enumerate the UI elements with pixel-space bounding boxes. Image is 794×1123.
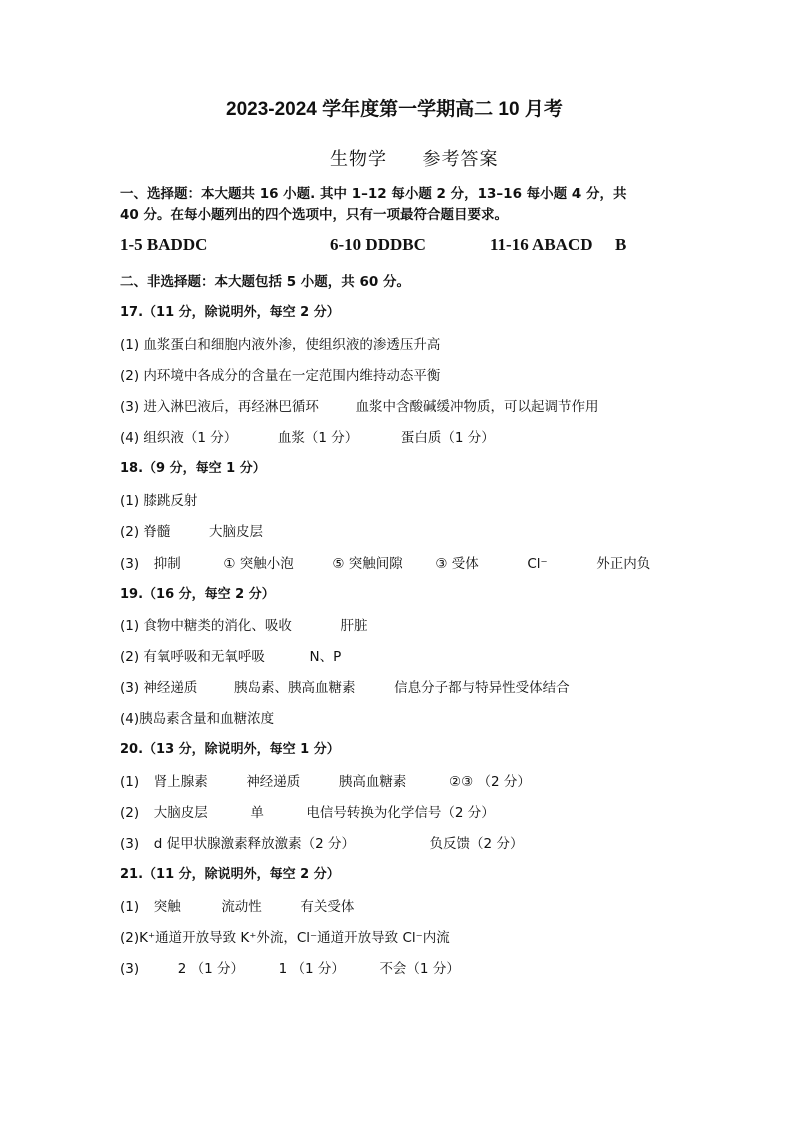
answer-text: 肝脏 <box>340 618 368 634</box>
answer-text: 大脑皮层 <box>153 805 208 821</box>
q19-item-3 <box>120 679 570 697</box>
mc-range: 1-5 <box>120 235 143 254</box>
item-number: (3) <box>120 961 140 977</box>
item-number: (4) <box>120 430 140 446</box>
mc-range: 6-10 <box>330 235 362 254</box>
q17-item-4 <box>120 429 495 447</box>
answer-text: 血浆（1 分） <box>277 430 359 446</box>
answer-text: 胰岛素含量和血糖浓度 <box>139 711 275 727</box>
q20-header: 20.（13 分，除说明外，每空 1 分） <box>120 742 340 757</box>
answer-text: 进入淋巴液后，再经淋巴循环 <box>143 399 319 415</box>
part1-heading-line1: 一、选择题：本大题共 16 小题. 其中 1–12 每小题 2 分，13–16 每小题 4 分，共 <box>120 186 627 202</box>
q19-item-1 <box>120 617 368 635</box>
answer-text: 内环境中各成分的含量在一定范围内维持动态平衡 <box>143 368 441 384</box>
answer-text: 膝跳反射 <box>143 493 198 509</box>
q20-item-3 <box>120 835 523 853</box>
answer-text: 1 （1 分） <box>278 961 345 977</box>
item-number: (3) <box>120 399 140 415</box>
answer-text: 信息分子都与特异性受体结合 <box>394 680 570 696</box>
q19-item-4 <box>120 710 274 728</box>
item-number: (2) <box>120 524 140 540</box>
mc-letters: ABACD <box>532 235 593 254</box>
item-number: (3) <box>120 556 140 572</box>
answer-text: 食物中糖类的消化、吸收 <box>143 618 292 634</box>
q21-item-3 <box>120 960 460 978</box>
exam-title: 2023-2024 学年度第一学期高二 10 月考 <box>226 99 563 120</box>
answer-text: ⑤ 突触间隙 <box>332 556 403 572</box>
answer-text: d 促甲状腺激素释放激素（2 分） <box>153 836 355 852</box>
subject-label: 生物学 <box>330 149 387 170</box>
answer-text: 组织液（1 分） <box>143 430 238 446</box>
q17-item-2 <box>120 367 440 385</box>
q21-item-1 <box>120 898 354 916</box>
answer-text: Cl⁻ <box>527 556 548 572</box>
q18-header: 18.（9 分，每空 1 分） <box>120 461 266 476</box>
q19-item-2 <box>120 648 341 666</box>
item-number: (1) <box>120 618 140 634</box>
answer-text: 血浆蛋白和细胞内液外渗，使组织液的渗透压升高 <box>143 337 441 353</box>
answer-text: 肾上腺素 <box>153 774 208 790</box>
answer-text: 蛋白质（1 分） <box>400 430 495 446</box>
part2-heading: 二、非选择题：本大题包括 5 小题，共 60 分。 <box>120 274 410 290</box>
answer-text: 电信号转换为化学信号（2 分） <box>306 805 495 821</box>
answer-text: K⁺通道开放导致 K⁺外流，Cl⁻通道开放导致 Cl⁻内流 <box>139 930 450 946</box>
item-number: (3) <box>120 836 140 852</box>
page-subtitle <box>330 151 498 169</box>
answer-text: 2 （1 分） <box>177 961 244 977</box>
answer-text: 流动性 <box>221 899 262 915</box>
answer-text: 外正内负 <box>596 556 651 572</box>
mc-answers-group-1 <box>120 236 207 254</box>
mc-answers-group-3 <box>490 236 626 254</box>
answer-text: N、P <box>309 649 342 665</box>
mc-answers-group-2 <box>330 236 426 254</box>
item-number: (2) <box>120 930 140 946</box>
answer-text: 抑制 <box>153 556 181 572</box>
answer-text: 胰岛素、胰高血糖素 <box>234 680 356 696</box>
answer-text: ① 突触小泡 <box>223 556 294 572</box>
q18-item-2 <box>120 523 263 541</box>
q20-item-2 <box>120 804 495 822</box>
q21-header: 21.（11 分，除说明外，每空 2 分） <box>120 867 340 882</box>
part1-heading-line2: 40 分。在每小题列出的四个选项中，只有一项最符合题目要求。 <box>120 207 508 223</box>
answer-text: 胰高血糖素 <box>338 774 407 790</box>
answer-text: 血浆中含酸碱缓冲物质，可以起调节作用 <box>355 399 599 415</box>
answer-text: ③ 受体 <box>435 556 479 572</box>
q17-header: 17.（11 分，除说明外，每空 2 分） <box>120 305 340 320</box>
q18-item-1 <box>120 492 197 510</box>
item-number: (4) <box>120 711 140 727</box>
item-number: (2) <box>120 805 140 821</box>
mc-letters: DDDBC <box>365 235 426 254</box>
answer-text: 有氧呼吸和无氧呼吸 <box>143 649 265 665</box>
answer-text: 负反馈（2 分） <box>429 836 524 852</box>
mc-letters: BADDC <box>146 235 208 254</box>
item-number: (1) <box>120 493 140 509</box>
answer-text: 不会（1 分） <box>379 961 460 977</box>
answer-text: 大脑皮层 <box>209 524 264 540</box>
answer-key-label: 参考答案 <box>422 149 499 170</box>
mc-extra-letter: B <box>615 235 627 254</box>
answer-text: 突触 <box>153 899 181 915</box>
item-number: (1) <box>120 774 140 790</box>
item-number: (1) <box>120 337 140 353</box>
mc-range: 11-16 <box>490 235 529 254</box>
q17-item-3 <box>120 398 599 416</box>
q19-header: 19.（16 分，每空 2 分） <box>120 587 275 602</box>
q18-item-3 <box>120 555 650 573</box>
item-number: (2) <box>120 649 140 665</box>
answer-text: 脊髓 <box>143 524 171 540</box>
q21-item-2 <box>120 929 450 947</box>
answer-text: ②③ （2 分） <box>449 774 531 790</box>
q17-item-1 <box>120 336 440 354</box>
answer-text: 单 <box>250 805 264 821</box>
answer-text: 神经递质 <box>143 680 198 696</box>
answer-text: 有关受体 <box>300 899 355 915</box>
item-number: (1) <box>120 899 140 915</box>
answer-text: 神经递质 <box>246 774 301 790</box>
q20-item-1 <box>120 773 531 791</box>
item-number: (2) <box>120 368 140 384</box>
item-number: (3) <box>120 680 140 696</box>
